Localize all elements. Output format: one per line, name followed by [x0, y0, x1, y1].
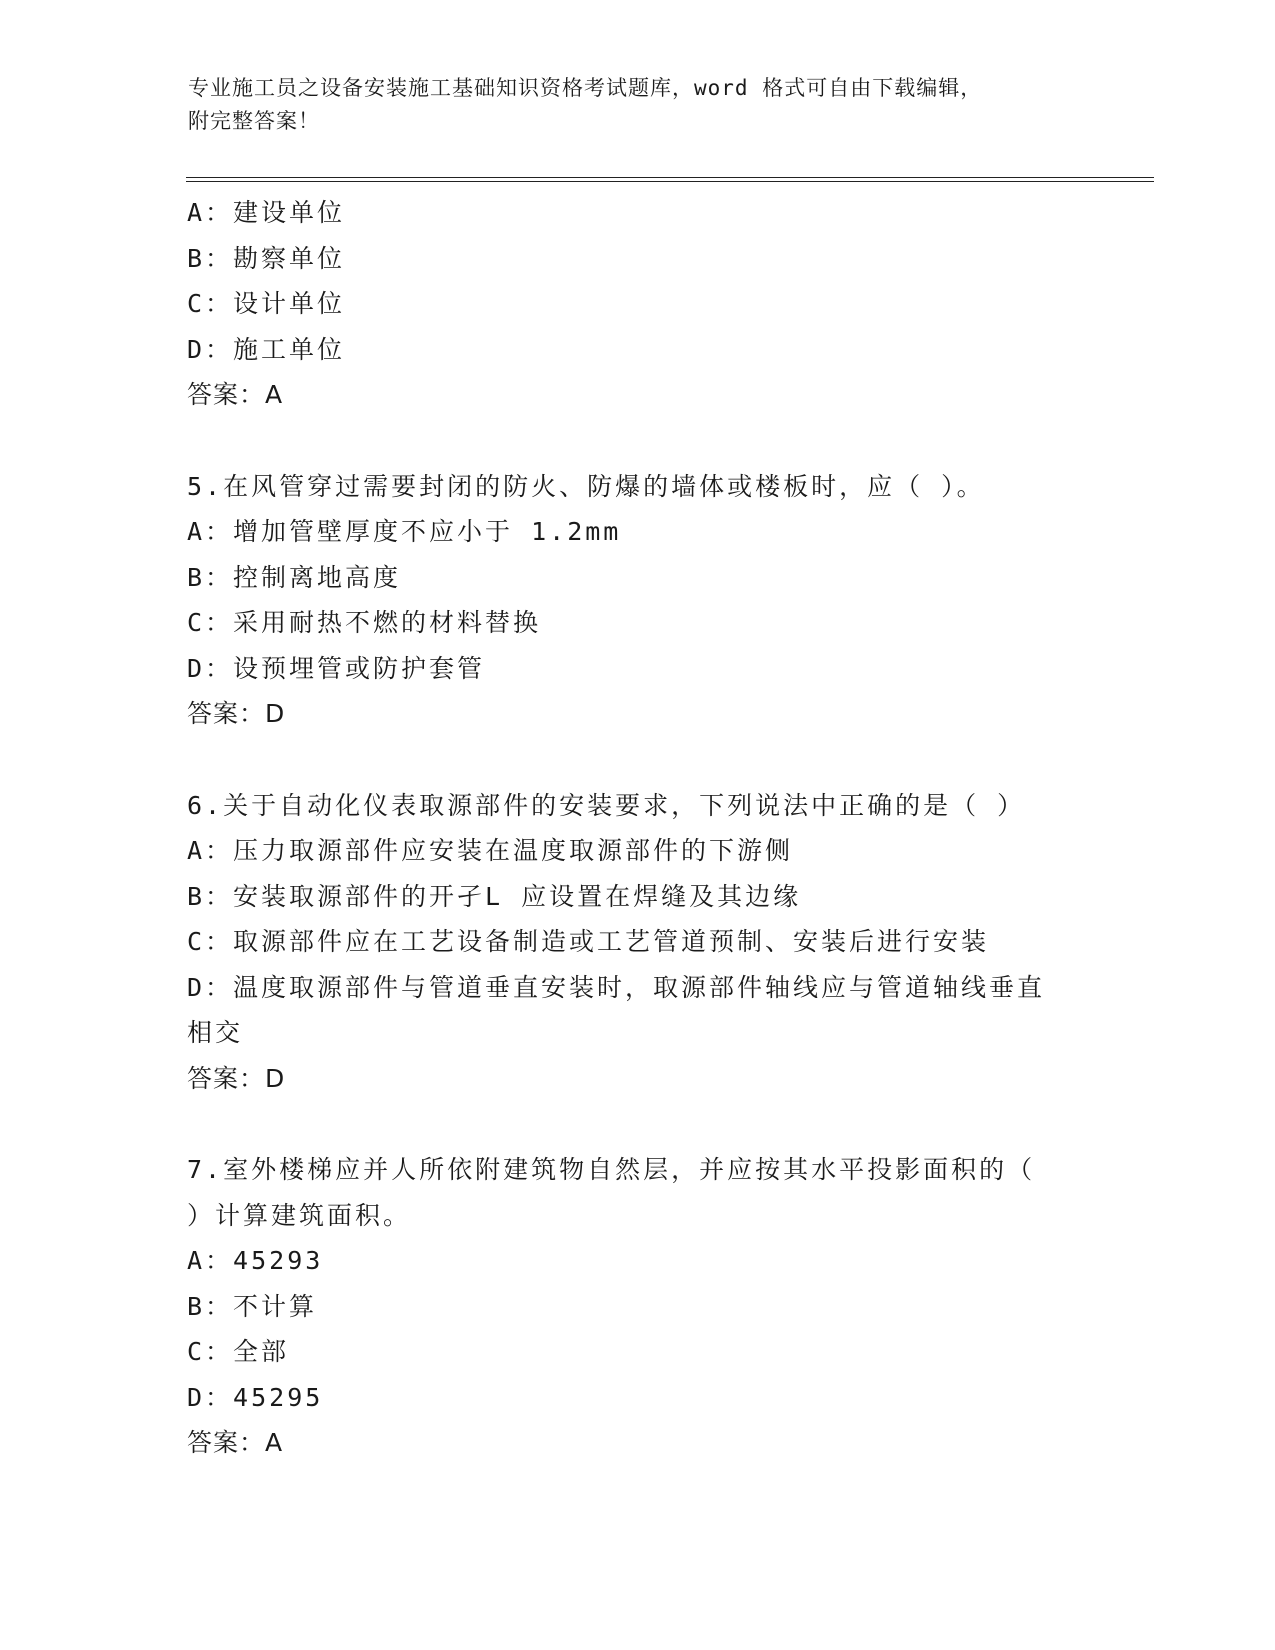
header-title-line-2: 附完整答案！: [188, 109, 320, 133]
option-b: B：勘察单位: [187, 243, 346, 273]
option-c: C：设计单位: [187, 289, 346, 318]
question-block-4: [187, 190, 1087, 418]
header-title-line-1: 专业施工员之设备安装施工基础知识资格考试题库，word 格式可自由下载编辑，: [188, 76, 983, 100]
question-text-line-1: 7.室外楼梯应并人所依附建筑物自然层，并应按其水平投影面积的（: [187, 1155, 1036, 1184]
question-block-6: [187, 783, 1087, 1102]
answer-line: 答案：D: [187, 1063, 286, 1093]
answer-line: 答案：A: [187, 1428, 284, 1457]
option-d: D：45295: [187, 1382, 324, 1412]
question-text-line-2: ）计算建筑面积。: [187, 1200, 412, 1230]
question-list: [187, 190, 1087, 1466]
option-d: D：设预埋管或防护套管: [187, 653, 486, 683]
answer-line: 答案：A: [187, 380, 284, 409]
option-a: A：建设单位: [187, 198, 346, 227]
option-b: B：不计算: [187, 1291, 318, 1321]
option-c: C：采用耐热不燃的材料替换: [187, 608, 542, 637]
option-c: C：取源部件应在工艺设备制造或工艺管道预制、安装后进行安装: [187, 927, 990, 956]
header-divider-bottom: [186, 181, 1154, 182]
option-a: A：45293: [187, 1246, 324, 1275]
answer-line: 答案：D: [187, 699, 286, 728]
question-text: 6.关于自动化仪表取源部件的安装要求，下列说法中正确的是（ ）: [187, 790, 1026, 820]
question-block-5: [187, 464, 1087, 737]
option-a: A：增加管壁厚度不应小于 1.2mm: [187, 517, 622, 546]
option-a: A：压力取源部件应安装在温度取源部件的下游侧: [187, 836, 794, 865]
question-text: 5.在风管穿过需要封闭的防火、防爆的墙体或楼板时，应（ ）。: [187, 471, 985, 501]
option-d: D：施工单位: [187, 334, 346, 364]
option-b: B：控制离地高度: [187, 562, 402, 592]
header-divider-top: [186, 177, 1154, 178]
option-c: C：全部: [187, 1337, 290, 1366]
option-d: D：温度取源部件与管道垂直安装时，取源部件轴线应与管道轴线垂直: [187, 972, 1046, 1002]
question-block-7: [187, 1147, 1087, 1466]
option-d-continued: 相交: [187, 1018, 244, 1047]
document-header: [188, 72, 1068, 138]
option-b: B：安装取源部件的开孑L 应设置在焊缝及其边缘: [187, 881, 802, 911]
